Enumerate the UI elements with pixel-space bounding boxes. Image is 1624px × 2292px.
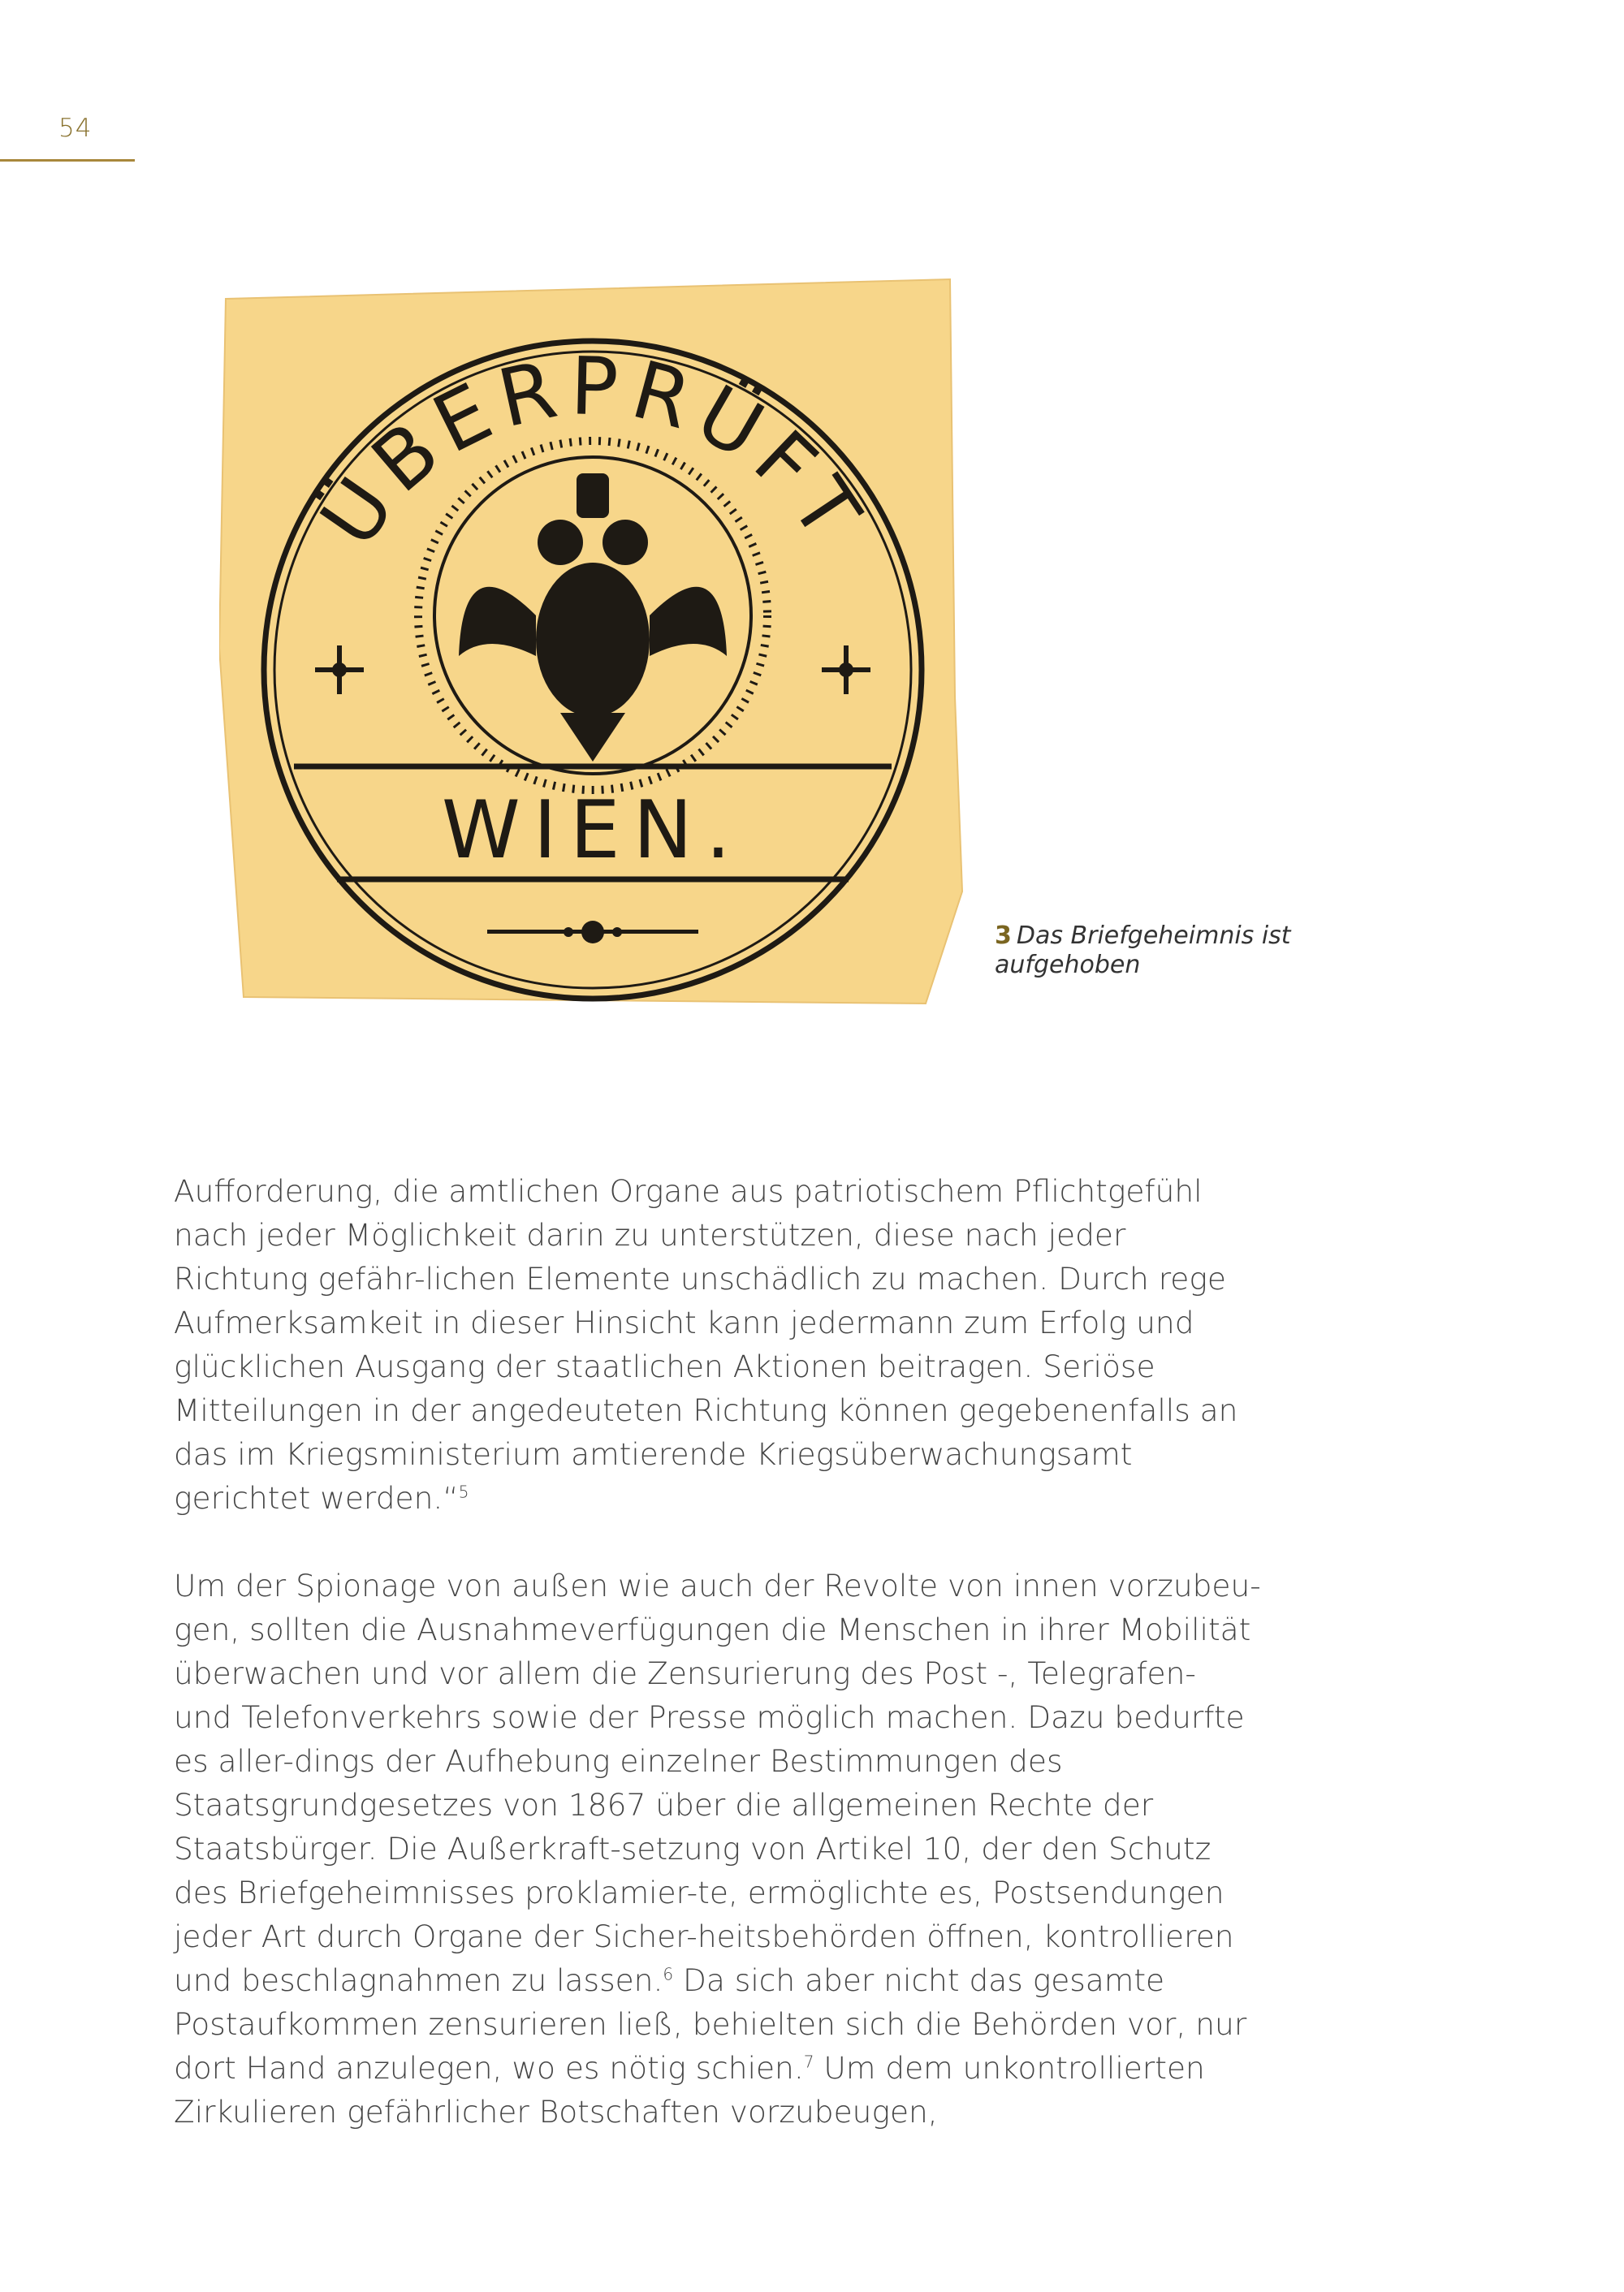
paragraph-2-text-b: Da sich aber nicht das gesamte Postaufkommen zensurieren ließ, behielten sich die Behörden vor, nur dort Hand anzulegen, wo es nötig schien. [174,1962,1247,2086]
figure-caption [995,922,1336,980]
censorship-stamp-image [219,274,966,1005]
stamp-top-text: ÜBERPRÜFT [303,340,883,563]
page-number: 54 [58,114,93,143]
footnote-ref-5: 5 [458,1482,469,1502]
stamp-bottom-text: WIEN. [441,784,745,877]
header-rule [0,159,135,162]
paragraph-1 [174,1169,1262,1520]
paragraph-2 [174,1564,1262,2134]
paragraph-2-text-a: Um der Spionage von außen wie auch der Revolte von innen vorzubeu-gen, sollten die Ausnahmeverfügungen die Menschen in ihrer Mobilität überwachen und vor allem die Zensurierung des Post -, Telegrafen- und Telefonverkehrs sowie der Presse möglich machen. Dazu bedurfte es aller-dings der Aufhebung einzelner Bestimmungen des Staatsgrundgesetzes von 1867 über die allgemeinen Rechte der Staatsbürger. Die Außerkraft-setzung von Artikel 10, der den Schutz des Briefgeheimnisses proklamier-te, ermöglichte es, Postsendungen jeder Art durch Organe der Sicher-heitsbehörden öffnen, kontrollieren und beschlagnahmen zu lassen. [174,1568,1261,1998]
caption-text: Das Briefgeheimnis ist aufgehoben [995,922,1291,979]
paragraph-1-text: Aufforderung, die amtlichen Organe aus patriotischem Pflichtgefühl nach jeder Möglichkeit darin zu unterstützen, diese nach jeder Richtung gefähr-lichen Elemente unschädlich zu machen. Durch rege Aufmerksamkeit in dieser Hinsicht kann jedermann zum Erfolg und glücklichen Ausgang der staatlichen Aktionen beitragen. Seriöse Mitteilungen in der angedeuteten Richtung können gegebenenfalls an das im Kriegsministerium amtierende Kriegsüberwachungsamt gerichtet werden.“ [174,1173,1238,1516]
paragraph-2-text-c: Um dem unkontrollierten Zirkulieren gefährlicher Botschaften vorzubeugen, [174,2050,1205,2130]
footnote-ref-6: 6 [663,1964,674,1984]
body-text [174,1169,1262,2178]
stamp-illustration [219,274,966,1005]
footnote-ref-7: 7 [803,2052,814,2072]
caption-number: 3 [995,922,1012,950]
